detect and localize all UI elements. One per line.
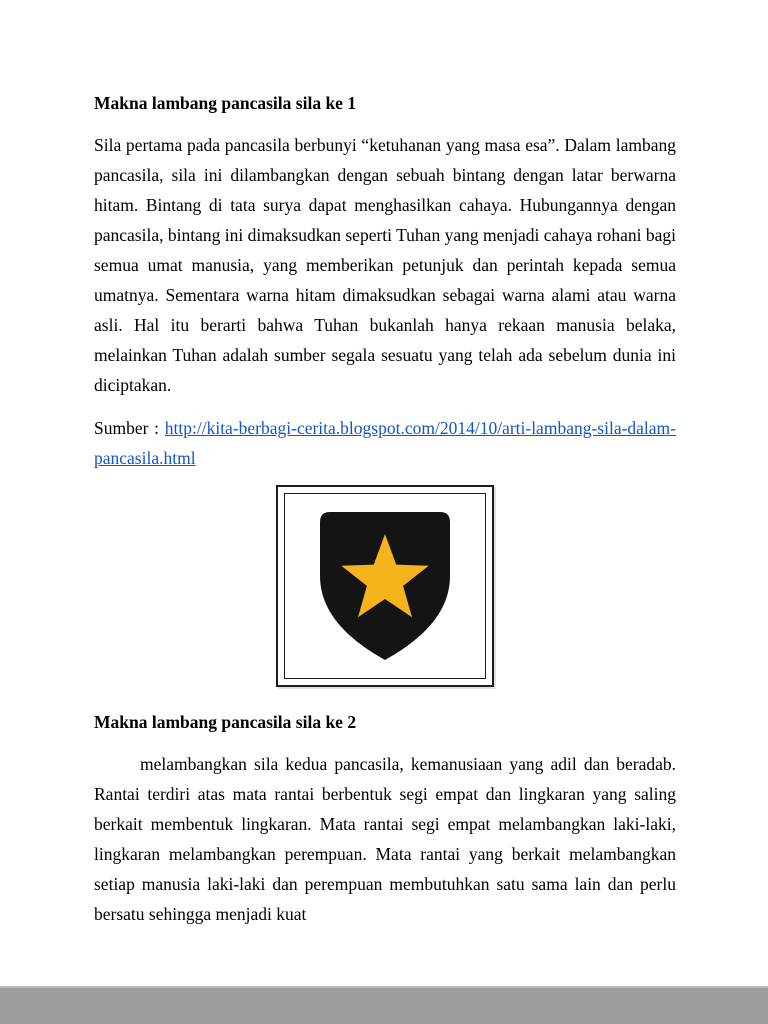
emblem-figure — [94, 485, 676, 687]
section1-paragraph: Sila pertama pada pancasila berbunyi “ketuhanan yang masa esa”. Dalam lambang pancasila, sila ini dilambangkan dengan sebuah bintang dengan latar berwarna hitam. Bintang di tata surya dapat menghasilkan cahaya. Hubungannya dengan pancasila, bintang ini dimaksudkan seperti Tuhan yang menjadi cahaya rohani bagi semua umat manusia, yang memberikan petunjuk dan perintah kepada semua umatnya. Sementara warna hitam dimaksudkan sebagai warna alami atau warna asli. Hal itu berarti bahwa Tuhan bukanlah hanya rekaan manusia belaka, melainkan Tuhan adalah sumber segala sesuatu yang telah ada sebelum dunia ini diciptakan. — [94, 135, 676, 395]
emblem-inner-frame — [284, 493, 486, 679]
document-content — [94, 88, 676, 942]
section1-heading: Makna lambang pancasila sila ke 1 — [94, 93, 357, 113]
source-label: Sumber : — [94, 418, 165, 438]
source-link[interactable]: http://kita-berbagi-cerita.blogspot.com/2014/10/arti-lambang-sila-dalam-pancasila.html — [94, 418, 676, 468]
viewer-background-strip — [0, 986, 768, 1024]
section2-heading: Makna lambang pancasila sila ke 2 — [94, 712, 357, 732]
source-line — [94, 413, 676, 473]
emblem-outer-frame — [276, 485, 494, 687]
section2-paragraph: melambangkan sila kedua pancasila, kemanusiaan yang adil dan beradab. Rantai terdiri atas mata rantai berbentuk segi empat dan lingkaran yang saling berkait membentuk lingkaran. Mata rantai segi empat melambangkan laki-laki, lingkaran melambangkan perempuan. Mata rantai yang berkait melambangkan setiap manusia laki-laki dan perempuan membutuhkan satu sama lain dan perlu bersatu sehingga menjadi kuat — [94, 754, 676, 924]
star-shield-icon — [310, 506, 460, 666]
